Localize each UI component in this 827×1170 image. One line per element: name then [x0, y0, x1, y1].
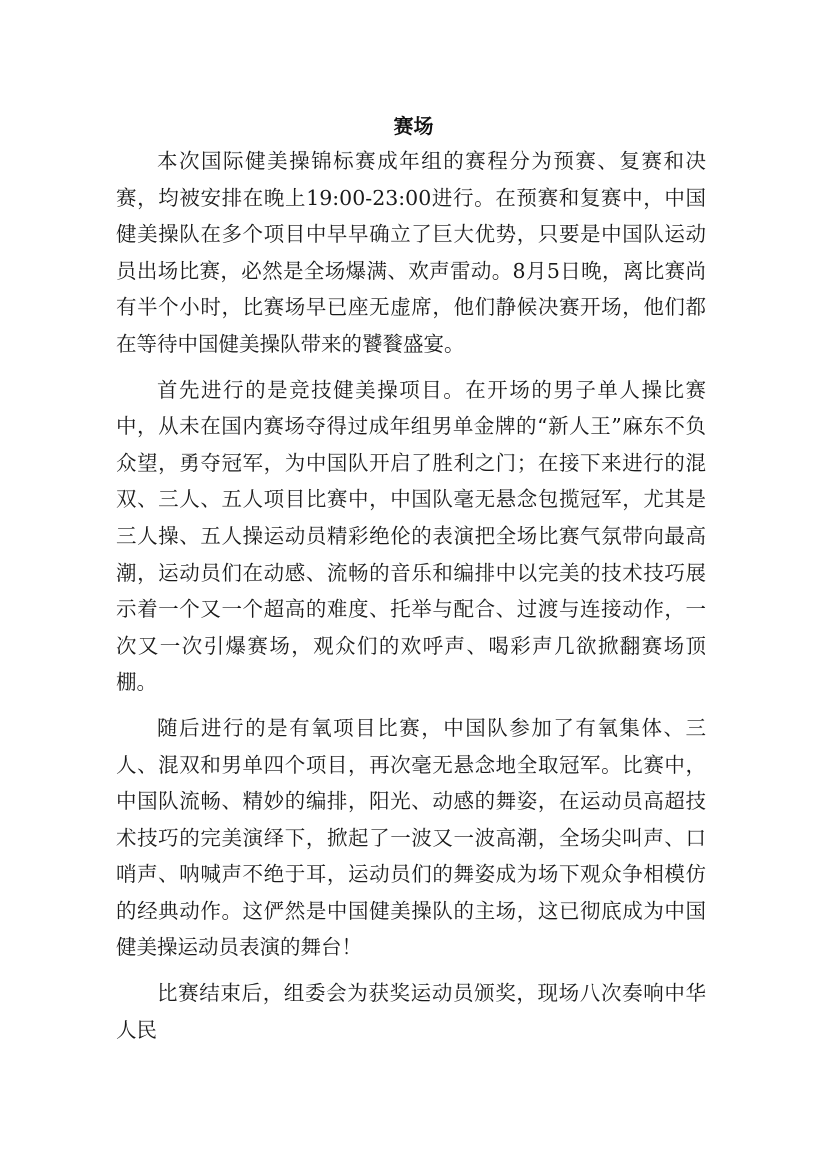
- paragraph-3: 随后进行的是有氧项目比赛，中国队参加了有氧集体、三人、混双和男单四个项目，再次毫无悬念地全取冠军。比赛中，中国队流畅、精妙的编排，阳光、动感的舞姿，在运动员高超技术技巧的完美演绎下，掀起了一波又一波高潮，全场尖叫声、口哨声、呐喊声不绝于耳，运动员们的舞姿成为场下观众争相模仿的经典动作。这俨然是中国健美操队的主场，这已彻底成为中国健美操运动员表演的舞台！: [116, 715, 706, 960]
- paragraph-4: 比赛结束后，组委会为获奖运动员颁奖，现场八次奏响中华人民: [116, 981, 706, 1042]
- document-title: 赛场: [393, 114, 434, 138]
- paragraph-2: 首先进行的是竞技健美操项目。在开场的男子单人操比赛中，从未在国内赛场夺得过成年组男单金牌的“新人王”麻东不负众望，勇夺冠军，为中国队开启了胜利之门；在接下来进行的混双、三人、五人项目比赛中，中国队毫无悬念包揽冠军，尤其是三人操、五人操运动员精彩绝伦的表演把全场比赛气氛带向最高潮，运动员们在动感、流畅的音乐和编排中以完美的技术技巧展示着一个又一个超高的难度、托举与配合、过渡与连接动作，一次又一次引爆赛场，观众们的欢呼声、喝彩声几欲掀翻赛场顶棚。: [116, 377, 706, 695]
- document-body: [116, 143, 706, 1048]
- paragraph-1: 本次国际健美操锦标赛成年组的赛程分为预赛、复赛和决赛，均被安排在晚上19:00-23:00进行。在预赛和复赛中，中国健美操队在多个项目中早早确立了巨大优势，只要是中国队运动员出场比赛，必然是全场爆满、欢声雷动。8月5日晚，离比赛尚有半个小时，比赛场早已座无虚席，他们静候决赛开场，他们都在等待中国健美操队带来的饕餮盛宴。: [116, 149, 706, 356]
